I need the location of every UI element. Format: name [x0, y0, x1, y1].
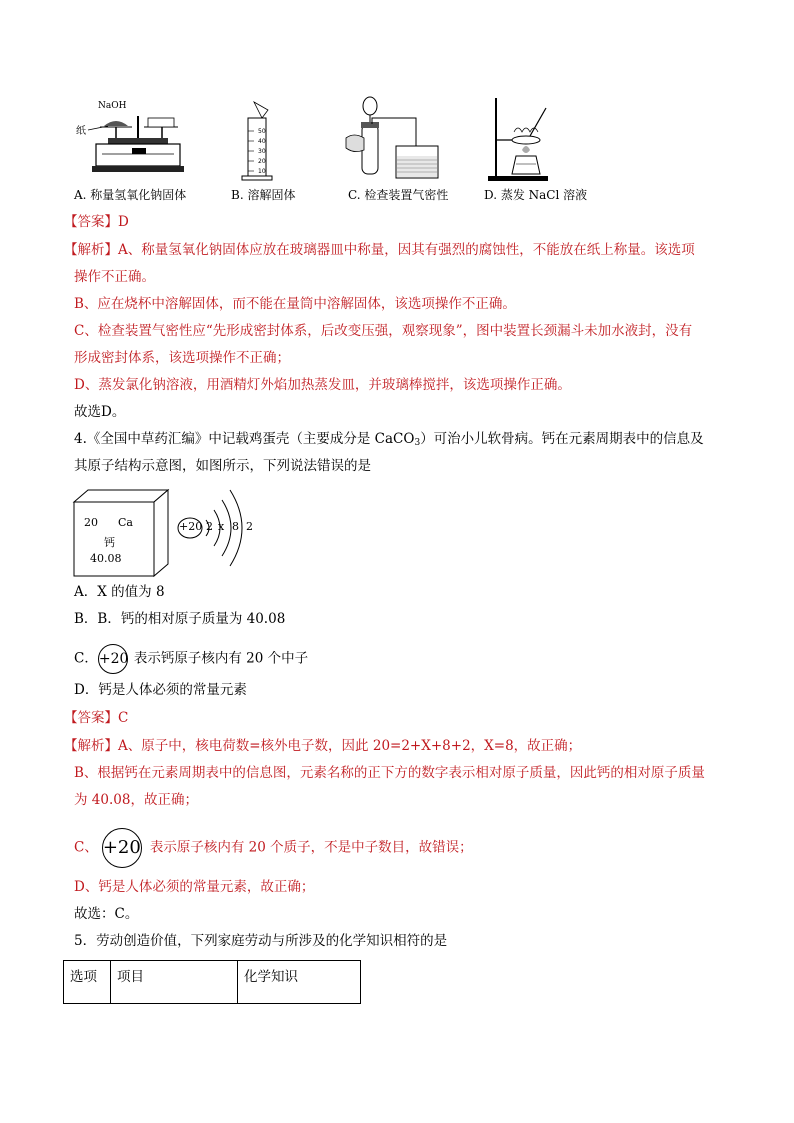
analysis-tag: 【解析】 — [64, 242, 118, 258]
q3-analysis-c2: 形成密封体系，该选项操作不正确； — [74, 350, 290, 366]
q3-choose: 故选D。 — [74, 404, 126, 420]
q3-answer: D — [118, 214, 129, 230]
shell-1: 2 — [206, 520, 213, 533]
q3-analysis-b: B、应在烧杯中溶解固体，而不能在量筒中溶解固体，该选项操作不正确。 — [74, 296, 516, 312]
q4-answer: C — [118, 710, 129, 726]
q3-analysis-a1 — [64, 240, 695, 260]
element-name: 钙 — [104, 536, 115, 549]
q3-analysis-d: D、蒸发氯化钠溶液，用酒精灯外焰加热蒸发皿，并玻璃棒搅拌，该选项操作正确。 — [74, 377, 571, 393]
evaporation-setup-illustration — [486, 94, 556, 184]
q4-stem-line1 — [74, 429, 704, 453]
q3-answer-line — [64, 212, 129, 232]
q4-answer-line — [64, 708, 128, 728]
shell-4: 2 — [246, 520, 253, 533]
q3-analysis-c1: C、检查装置气密性应“先形成密封体系，后改变压强，观察现象”，图中装置长颈漏斗未加水液封，没有 — [74, 323, 693, 339]
header-knowledge: 化学知识 — [238, 961, 361, 1004]
caption-a: A. 称量氢氧化钠固体 — [74, 188, 187, 202]
q4-analysis-a — [64, 736, 581, 756]
paper-label: 纸 — [76, 126, 86, 137]
shell-3: 8 — [232, 520, 239, 533]
element-symbol: Ca — [118, 516, 133, 529]
q4-analysis-c-prefix: C、 — [74, 839, 98, 856]
q3-analysis-text-a1: A、称量氢氧化钠固体应放在玻璃器皿中称量，因其有强烈的腐蚀性，不能放在纸上称量。该选项 — [118, 242, 695, 258]
header-item: 项目 — [111, 961, 238, 1004]
q4-option-c — [74, 644, 308, 674]
q5-table — [63, 960, 361, 1004]
nucleus-charge: +20 — [179, 520, 203, 533]
atomic-number: 20 — [84, 516, 98, 529]
balance-illustration — [74, 96, 200, 182]
scale-50: 50 — [258, 128, 266, 135]
nucleus-circle-large: +20 — [102, 828, 142, 868]
q4-option-d: D．钙是人体必须的常量元素 — [74, 682, 247, 698]
q4-stem-line2: 其原子结构示意图，如图所示，下列说法错误的是 — [74, 458, 371, 474]
q4-stem1-post: ）可治小儿软骨病。钙在元素周期表中的信息及 — [420, 431, 704, 447]
answer-tag: 【答案】 — [64, 710, 118, 726]
q4-analysis-c-text: 表示原子核内有 20 个质子，不是中子数目，故错误； — [149, 839, 473, 856]
q4-analysis-text-a: A、原子中，核电荷数=核外电子数，因此 20=2+X+8+2，X=8，故正确； — [118, 738, 582, 754]
scale-10: 10 — [258, 168, 266, 175]
figure-a-balance — [74, 96, 200, 182]
nucleus-circle: +20 — [98, 644, 128, 674]
graduated-cylinder-illustration — [236, 96, 286, 182]
q4-stem1-pre: 4.《全国中草药汇编》中记载鸡蛋壳（主要成分是 CaCO — [74, 431, 415, 447]
q4-stem1-sub: 3 — [414, 438, 421, 448]
analysis-tag: 【解析】 — [64, 738, 118, 754]
q4-analysis-b1: B、根据钙在元素周期表中的信息图，元素名称的正下方的数字表示相对原子质量，因此钙的相对原子质量 — [74, 765, 705, 781]
q4-analysis-b2: 为 40.08，故正确； — [74, 792, 198, 808]
caption-b: B. 溶解固体 — [231, 188, 296, 202]
scale-30: 30 — [258, 148, 266, 155]
q5-stem: 5．劳动创造价值，下列家庭劳动与所涉及的化学知识相符的是 — [74, 933, 448, 949]
q4-choose: 故选：C。 — [74, 906, 139, 922]
figure-b-cylinder — [236, 96, 286, 182]
caption-d: D. 蒸发 NaCl 溶液 — [484, 188, 588, 202]
naoh-label: NaOH — [98, 101, 127, 111]
q4-option-c-text: 表示钙原子核内有 20 个中子 — [133, 650, 309, 667]
caption-c: C. 检查装置气密性 — [348, 188, 449, 202]
figure-c-airtightness — [342, 94, 452, 184]
airtightness-apparatus-illustration — [342, 94, 452, 184]
answer-tag: 【答案】 — [64, 214, 118, 230]
periodic-cube-illustration — [72, 488, 172, 578]
scale-20: 20 — [258, 158, 266, 165]
scale-40: 40 — [258, 138, 266, 145]
q4-option-b: B．B．钙的相对原子质量为 40.08 — [74, 611, 286, 627]
periodic-cell-figure — [72, 488, 172, 578]
shell-2: x — [218, 520, 225, 533]
q4-option-a: A．X 的值为 8 — [74, 584, 165, 600]
figure-d-evaporation — [486, 94, 556, 184]
q4-analysis-c — [74, 828, 473, 868]
q4-option-c-prefix: C． — [74, 650, 98, 667]
atomic-mass: 40.08 — [90, 552, 122, 565]
q4-analysis-d: D、钙是人体必须的常量元素，故正确； — [74, 879, 315, 895]
table-row — [64, 961, 361, 1004]
q3-analysis-a2: 操作不正确。 — [74, 269, 155, 285]
header-option: 选项 — [64, 961, 111, 1004]
atom-structure-figure — [176, 486, 266, 570]
